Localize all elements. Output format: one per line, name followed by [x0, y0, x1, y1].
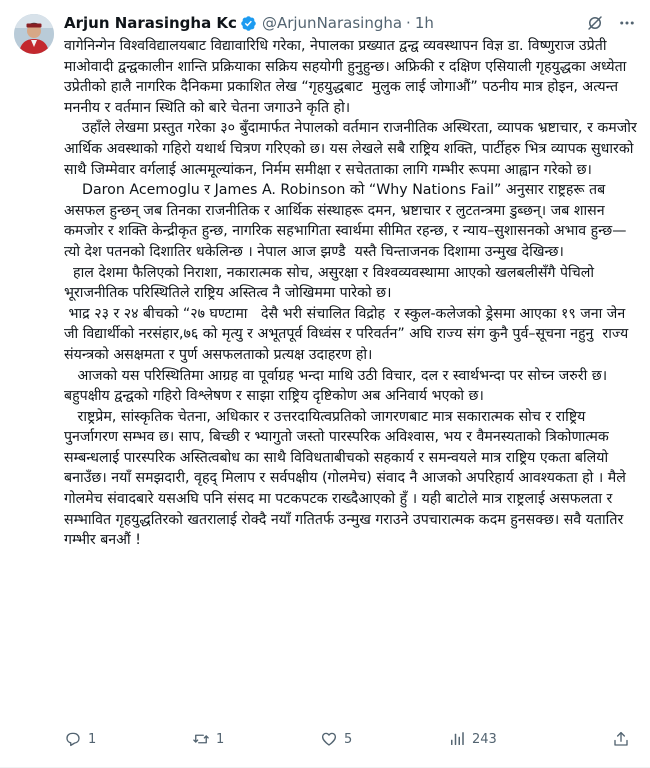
views-count: 243 — [472, 731, 497, 747]
retweet-button[interactable] — [192, 730, 320, 748]
avatar-image — [14, 14, 54, 54]
like-button[interactable] — [320, 730, 448, 748]
header-actions — [586, 14, 636, 32]
views-icon — [448, 730, 466, 748]
tweet-actions — [64, 726, 636, 752]
author-name[interactable]: Arjun Narasingha Kc — [64, 14, 237, 32]
tweet-header — [64, 12, 636, 34]
verified-badge-icon — [240, 15, 257, 32]
reply-icon — [64, 730, 82, 748]
tweet-time[interactable]: 1h — [414, 14, 434, 32]
like-icon — [320, 730, 338, 748]
author-handle[interactable]: @ArjunNarasingha — [261, 14, 403, 32]
grok-icon[interactable] — [586, 14, 604, 32]
avatar[interactable] — [14, 14, 54, 54]
paragraph: राष्ट्रप्रेम, सांस्कृतिक चेतना, अधिकार र उत्तरदायित्वप्रतिको जागरणबाट मात्र सकारात्मक सोच र राष्ट्रिय पुनर्जागरण सम्भव छ। साप, बिच्छी र भ्यागुतो जस्तो पारस्परिक अविश्वास, भय र वैमनस्यताको त्रिकोणात्मक सम्बन्धलाई पारस्परिक अस्तित्वबोध का साथै विविधताबीचको सहकार्य र समन्वयले मात्र राष्ट्रिय एकता बलियो बनाउँछ। नयाँ समझदारी, वृहद् मिलाप र सर्वपक्षीय (गोलमेच) संवाद नै आजको अपरिहार्य आवश्यकता हो । मैले गोलमेच संवादबारे यसअघि पनि संसद मा पटकपटक राख्दैआएको हुँ । यही बाटोले मात्र राष्ट्रलाई असफलता र सम्भावित गृहयुद्धतिरको खतरालाई रोक्दै नयाँ गतितर्फ उन्मुख गराउने उपचारात्मक कदम हुनसक्छ। सवै यतातिर गम्भीर बनऔं ! — [64, 408, 631, 549]
like-count: 5 — [344, 731, 353, 747]
retweet-icon — [192, 730, 210, 748]
views-button[interactable] — [448, 730, 576, 748]
paragraph: भाद्र २३ र २४ बीचको “२७ घण्टामा देसै भरी संचालित विद्रोह र स्कुल-कलेजको ड्रेसमा आएका १९ जना जेन जी विद्यार्थीको नरसंहार,७६ को मृत्यु र अभूतपूर्व विध्वंस र परिवर्तन” अघि राज्य संग कुनै पुर्व–सूचना नहुनु राज्य संयन्त्रको असक्षमता र पुर्ण असफलताको प्रत्यक्ष उदाहरण हो। — [64, 305, 633, 363]
paragraph: हाल देशमा फैलिएको निराशा, नकारात्मक सोच, असुरक्षा र विश्वव्यवस्थामा आएको खलबलीसँगै पेचिलो भूराजनीतिक परिस्थितिले राष्ट्रिय अस्तित्व नै जोखिममा पारेको छ। — [64, 264, 599, 302]
retweet-count: 1 — [216, 731, 225, 747]
paragraph: उहाँले लेखमा प्रस्तुत गरेका ३० बुँदामार्फत नेपालको वर्तमान राजनीतिक अस्थिरता, व्यापक भ्रष्टाचार, र कमजोर आर्थिक अवस्थाको गहिरो यथार्थ चित्रण गरिएको छ। यस लेखले सबै राष्ट्रिय शक्ति, पार्टीहरु भित्र व्यापक सुधारको साथै जिम्मेवार वर्गलाई आत्ममूल्यांकन, निर्मम समीक्षा र सचेतताका लागि गम्भीर रूपमा आह्वान गरेको छ। — [64, 120, 642, 178]
separator-dot: · — [406, 14, 411, 32]
more-icon[interactable] — [618, 14, 636, 32]
paragraph: Daron Acemoglu र James A. Robinson को “Why Nations Fail” अनुसार राष्ट्रहरू तब असफल हुन्छन् जब तिनका राजनीतिक र आर्थिक संस्थाहरू दमन, भ्रष्टाचार र लुटतन्त्रमा डुब्छन्। जब शासन कमजोर र शक्ति केन्द्रीकृत हुन्छ, नागरिक सहभागिता स्वार्थमा सीमित रहन्छ, र न्याय–सुशासनको अभाव हुन्छ—त्यो देश पतनको दिशातिर धकेलिन्छ । नेपाल आज झण्डै यस्तै चिन्ताजनक दिशामा उन्मुख देखिन्छ। — [64, 182, 627, 260]
tweet-text — [64, 36, 640, 551]
paragraph: आजको यस परिस्थितिमा आग्रह वा पूर्वाग्रह भन्दा माथि उठी विचार, दल र स्वार्थभन्दा पर सोच्न जरुरी छ। बहुपक्षीय द्वन्द्वको गहिरो विश्लेषण र साझा राष्ट्रिय दृष्टिकोण अब अनिवार्य भएको छ। — [64, 367, 612, 405]
share-button[interactable] — [612, 730, 636, 748]
reply-count: 1 — [88, 731, 97, 747]
paragraph: वागेनिन्गेन विश्वविद्यालयबाट विद्यावारिधि गरेका, नेपालका प्रख्यात द्वन्द्व व्यवस्थापन विज्ञ डा. विष्णुराज उप्रेती माओवादी द्वन्द्वकालीन शान्ति प्रक्रियाका सक्रिय सहयोगी हुनुहुन्छ। अफ्रिकी र दक्षिण एसियाली गृहयुद्धका अध्येता उप्रेतीको हालै नागरिक दैनिकमा प्रकाशित लेख “गृहयुद्धबाट मुलुक लाई जोगाऔं” पठनीय मात्र होइन, अत्यन्त मननीय र वर्तमान स्थिति को बारे चेतना जगाउने कृति हो। — [64, 38, 631, 116]
share-icon — [612, 730, 630, 748]
reply-button[interactable] — [64, 730, 192, 748]
